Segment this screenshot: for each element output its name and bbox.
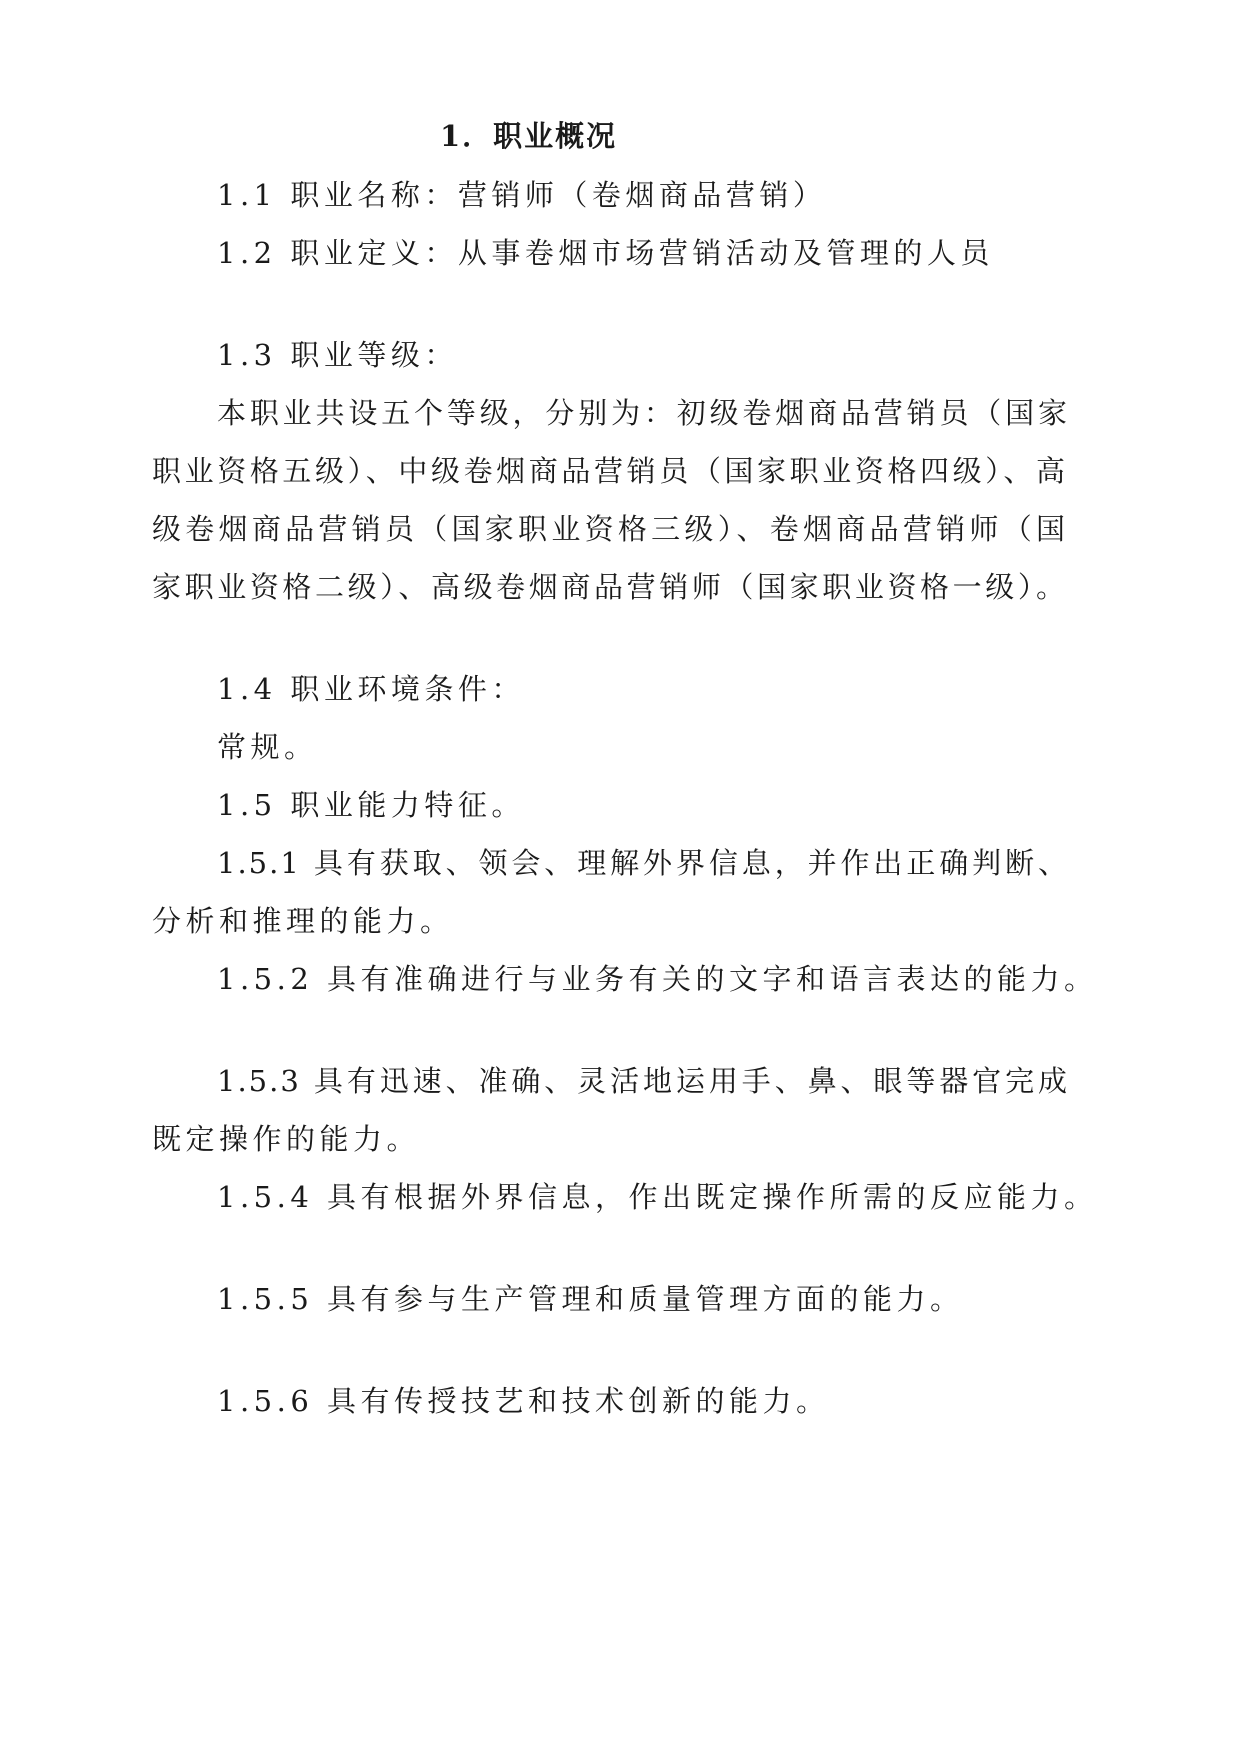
ability-3-line-2: 既定操作的能力。 xyxy=(152,1122,421,1156)
occupation-levels-line-3: 级卷烟商品营销员（国家职业资格三级）、卷烟商品营销师（国 xyxy=(152,512,1067,546)
occupation-levels-line-4: 家职业资格二级）、高级卷烟商品营销师（国家职业资格一级）。 xyxy=(152,570,1067,604)
section-heading: 1．职业概况 xyxy=(440,119,618,153)
ability-6: 1.5.6 具有传授技艺和技术创新的能力。 xyxy=(217,1384,830,1418)
ability-5: 1.5.5 具有参与生产管理和质量管理方面的能力。 xyxy=(217,1282,964,1316)
ability-1-line-2: 分析和推理的能力。 xyxy=(152,904,454,938)
ability-1-line-1: 1.5.1 具有获取、领会、理解外界信息，并作出正确判断、 xyxy=(217,846,1069,880)
ability-2: 1.5.2 具有准确进行与业务有关的文字和语言表达的能力。 xyxy=(217,962,1098,996)
ability-3-line-1: 1.5.3 具有迅速、准确、灵活地运用手、鼻、眼等器官完成 xyxy=(217,1064,1069,1098)
environment-heading: 1.4 职业环境条件： xyxy=(217,672,525,706)
occupation-levels-heading: 1.3 职业等级： xyxy=(217,338,458,372)
occupation-levels-line-2: 职业资格五级）、中级卷烟商品营销员（国家职业资格四级）、高 xyxy=(152,454,1067,488)
occupation-levels-line-1: 本职业共设五个等级，分别为：初级卷烟商品营销员（国家 xyxy=(217,396,1069,430)
environment-body: 常规。 xyxy=(217,730,318,764)
occupation-definition: 1.2 职业定义：从事卷烟市场营销活动及管理的人员 xyxy=(217,236,994,270)
occupation-name: 1.1 职业名称：营销师（卷烟商品营销） xyxy=(217,178,827,212)
ability-4: 1.5.4 具有根据外界信息，作出既定操作所需的反应能力。 xyxy=(217,1180,1098,1214)
ability-heading: 1.5 职业能力特征。 xyxy=(217,788,525,822)
